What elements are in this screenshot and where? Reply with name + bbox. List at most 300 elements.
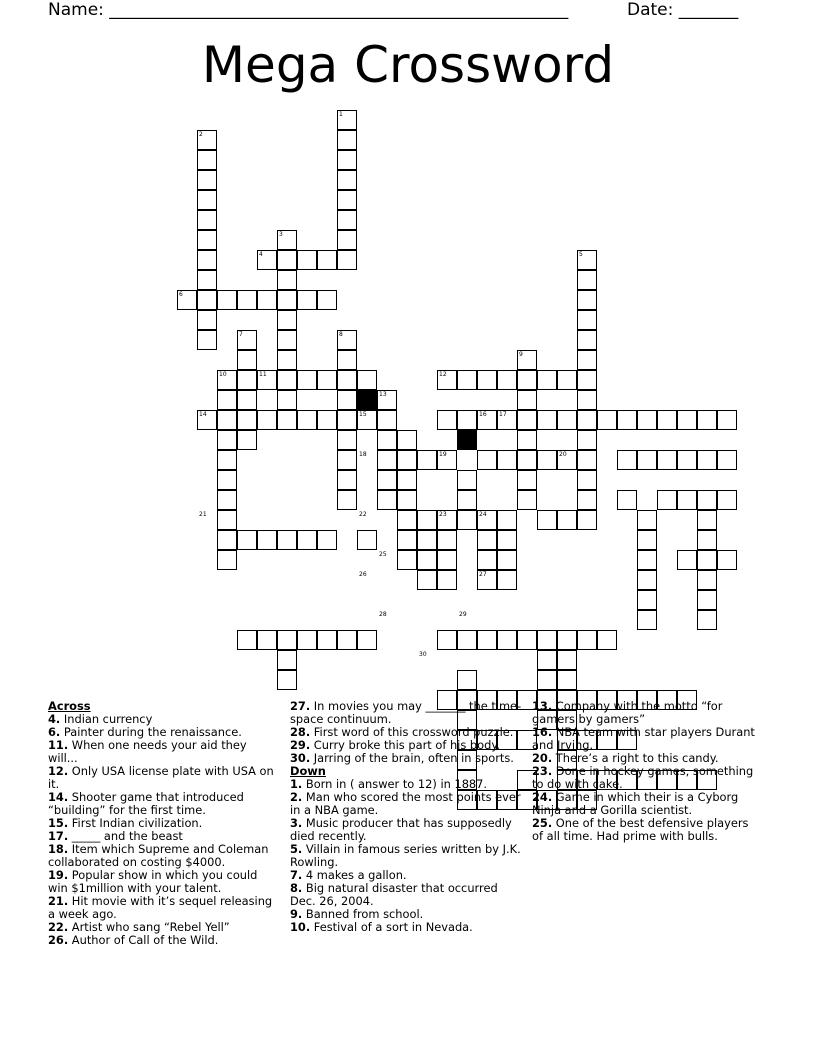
crossword-cell[interactable] bbox=[537, 510, 557, 530]
clue-number: 6. bbox=[48, 725, 61, 739]
crossword-cell[interactable] bbox=[697, 570, 717, 590]
clue-text: Indian currency bbox=[60, 712, 153, 726]
crossword-cell[interactable] bbox=[517, 490, 537, 510]
crossword-cell[interactable] bbox=[417, 510, 437, 530]
crossword-cell[interactable] bbox=[237, 410, 257, 430]
crossword-cell[interactable] bbox=[457, 370, 477, 390]
cell-number: 15 bbox=[359, 411, 367, 418]
crossword-cell[interactable] bbox=[697, 590, 717, 610]
crossword-cell[interactable] bbox=[637, 530, 657, 550]
clue-text: Jarring of the brain, often in sports. bbox=[310, 751, 514, 765]
crossword-cell[interactable] bbox=[377, 410, 397, 430]
crossword-cell[interactable] bbox=[217, 430, 237, 450]
cell-number: 22 bbox=[359, 511, 367, 518]
clue-column-2 bbox=[290, 700, 522, 934]
crossword-cell[interactable] bbox=[457, 510, 477, 530]
cell-number: 25 bbox=[379, 551, 387, 558]
crossword-cell[interactable] bbox=[337, 250, 357, 270]
crossword-cell[interactable] bbox=[277, 390, 297, 410]
clue-text: 4 makes a gallon. bbox=[302, 868, 407, 882]
crossword-cell[interactable] bbox=[317, 370, 337, 390]
cell-number: 20 bbox=[559, 451, 567, 458]
crossword-cell[interactable] bbox=[297, 630, 317, 650]
crossword-cell[interactable] bbox=[337, 470, 357, 490]
crossword-cell[interactable] bbox=[337, 150, 357, 170]
cell-number: 17 bbox=[499, 411, 507, 418]
crossword-cell[interactable] bbox=[197, 290, 217, 310]
crossword-cell[interactable] bbox=[337, 490, 357, 510]
crossword-cell[interactable] bbox=[617, 450, 637, 470]
crossword-cell[interactable] bbox=[297, 290, 317, 310]
crossword-cell[interactable] bbox=[537, 650, 557, 670]
crossword-cell[interactable] bbox=[397, 510, 417, 530]
crossword-cell[interactable] bbox=[457, 470, 477, 490]
crossword-cell[interactable] bbox=[337, 130, 357, 150]
crossword-cell[interactable] bbox=[537, 630, 557, 650]
clue-text: Man who scored the most points ever in a NBA game. bbox=[290, 790, 521, 817]
crossword-cell[interactable] bbox=[477, 450, 497, 470]
crossword-cell[interactable] bbox=[557, 410, 577, 430]
crossword-cell[interactable] bbox=[277, 330, 297, 350]
crossword-cell[interactable] bbox=[637, 610, 657, 630]
black-cell bbox=[357, 390, 377, 410]
crossword-cell[interactable] bbox=[197, 270, 217, 290]
clue-number: 10. bbox=[290, 920, 311, 934]
cell-number: 3 bbox=[279, 231, 283, 238]
clue-number: 26. bbox=[48, 933, 69, 947]
crossword-cell[interactable] bbox=[557, 670, 577, 690]
name-line: Name: ______________________________________________________ bbox=[48, 0, 569, 20]
crossword-cell[interactable] bbox=[217, 470, 237, 490]
crossword-cell[interactable] bbox=[637, 550, 657, 570]
clue-number: 3. bbox=[290, 816, 303, 830]
crossword-cell[interactable] bbox=[197, 170, 217, 190]
crossword-cell[interactable] bbox=[457, 490, 477, 510]
crossword-cell[interactable] bbox=[517, 390, 537, 410]
crossword-cell[interactable] bbox=[717, 550, 737, 570]
date-line: Date: _______ bbox=[627, 0, 739, 20]
crossword-cell[interactable] bbox=[277, 650, 297, 670]
crossword-cell[interactable] bbox=[397, 450, 417, 470]
crossword-cell[interactable] bbox=[397, 490, 417, 510]
clue-item bbox=[290, 843, 522, 869]
clue-text: Item which Supreme and Coleman collaborated on costing $4000. bbox=[48, 842, 269, 869]
clue-item bbox=[48, 843, 276, 869]
crossword-cell[interactable] bbox=[717, 490, 737, 510]
clue-item bbox=[532, 817, 760, 843]
clue-item bbox=[532, 726, 760, 752]
crossword-cell[interactable] bbox=[537, 370, 557, 390]
clue-text: Game in which their is a Cyborg Ninja and a Gorilla scientist. bbox=[532, 790, 739, 817]
crossword-cell[interactable] bbox=[497, 510, 517, 530]
crossword-cell[interactable] bbox=[337, 630, 357, 650]
clue-item bbox=[48, 895, 276, 921]
clue-text: Banned from school. bbox=[302, 907, 424, 921]
clue-text: _____ and the beast bbox=[68, 829, 183, 843]
cell-number: 6 bbox=[179, 291, 183, 298]
clue-column-3 bbox=[532, 700, 760, 843]
clue-number: 16. bbox=[532, 725, 553, 739]
cell-number: 8 bbox=[339, 331, 343, 338]
crossword-cell[interactable] bbox=[577, 290, 597, 310]
cell-number: 18 bbox=[359, 451, 367, 458]
clue-text: There’s a right to this candy. bbox=[552, 751, 719, 765]
crossword-cell[interactable] bbox=[317, 290, 337, 310]
clue-number: 12. bbox=[48, 764, 69, 778]
crossword-cell[interactable] bbox=[577, 350, 597, 370]
clue-text: Company with the motto “for gamers by gamers” bbox=[532, 699, 723, 726]
crossword-cell[interactable] bbox=[577, 390, 597, 410]
crossword-cell[interactable] bbox=[497, 530, 517, 550]
crossword-cell[interactable] bbox=[337, 350, 357, 370]
cell-number: 16 bbox=[479, 411, 487, 418]
cell-number: 27 bbox=[479, 571, 487, 578]
crossword-cell[interactable] bbox=[197, 230, 217, 250]
clue-column-1 bbox=[48, 700, 276, 947]
crossword-cell[interactable] bbox=[197, 150, 217, 170]
clue-text: Curry broke this part of his body. bbox=[310, 738, 501, 752]
crossword-cell[interactable] bbox=[497, 550, 517, 570]
crossword-cell[interactable] bbox=[277, 410, 297, 430]
crossword-cell[interactable] bbox=[577, 330, 597, 350]
crossword-cell[interactable] bbox=[437, 530, 457, 550]
crossword-cell[interactable] bbox=[437, 570, 457, 590]
crossword-cell[interactable] bbox=[717, 410, 737, 430]
clue-item bbox=[48, 791, 276, 817]
crossword-cell[interactable] bbox=[377, 490, 397, 510]
clue-number: 9. bbox=[290, 907, 303, 921]
cell-number: 24 bbox=[479, 511, 487, 518]
crossword-cell[interactable] bbox=[577, 370, 597, 390]
crossword-cell[interactable] bbox=[277, 290, 297, 310]
crossword-cell[interactable] bbox=[677, 550, 697, 570]
crossword-cell[interactable] bbox=[337, 170, 357, 190]
crossword-cell[interactable] bbox=[217, 390, 237, 410]
crossword-cell[interactable] bbox=[377, 470, 397, 490]
black-cell bbox=[457, 430, 477, 450]
crossword-cell[interactable] bbox=[197, 330, 217, 350]
clue-number: 27. bbox=[290, 699, 311, 713]
crossword-cell[interactable] bbox=[697, 410, 717, 430]
crossword-cell[interactable] bbox=[337, 210, 357, 230]
clue-number: 28. bbox=[290, 725, 311, 739]
clue-section-header: Across bbox=[48, 699, 91, 713]
crossword-cell[interactable] bbox=[517, 430, 537, 450]
crossword-cell[interactable] bbox=[257, 530, 277, 550]
clue-item bbox=[290, 882, 522, 908]
cell-number: 1 bbox=[339, 111, 343, 118]
crossword-cell[interactable] bbox=[577, 270, 597, 290]
crossword-cell[interactable] bbox=[437, 410, 457, 430]
clue-text: Music producer that has supposedly died recently. bbox=[290, 816, 512, 843]
clue-item bbox=[48, 739, 276, 765]
crossword-cell[interactable] bbox=[237, 350, 257, 370]
crossword-cell[interactable] bbox=[517, 470, 537, 490]
crossword-cell[interactable] bbox=[477, 530, 497, 550]
crossword-cell[interactable] bbox=[597, 410, 617, 430]
crossword-cell[interactable] bbox=[317, 530, 337, 550]
crossword-cell[interactable] bbox=[217, 550, 237, 570]
crossword-cell[interactable] bbox=[577, 430, 597, 450]
crossword-cell[interactable] bbox=[577, 410, 597, 430]
clue-number: 24. bbox=[532, 790, 553, 804]
clue-item bbox=[48, 765, 276, 791]
crossword-cell[interactable] bbox=[517, 630, 537, 650]
crossword-cell[interactable] bbox=[417, 570, 437, 590]
crossword-cell[interactable] bbox=[417, 530, 437, 550]
clue-number: 13. bbox=[532, 699, 553, 713]
clue-text: Hit movie with it’s sequel releasing a week ago. bbox=[48, 894, 273, 921]
crossword-cell[interactable] bbox=[337, 190, 357, 210]
crossword-cell[interactable] bbox=[257, 630, 277, 650]
clue-number: 2. bbox=[290, 790, 303, 804]
crossword-cell[interactable] bbox=[437, 550, 457, 570]
page-title: Mega Crossword bbox=[201, 36, 615, 94]
crossword-cell[interactable] bbox=[317, 410, 337, 430]
clue-text: Villain in famous series written by J.K. Rowling. bbox=[290, 842, 521, 869]
clue-number: 1. bbox=[290, 777, 303, 791]
crossword-cell[interactable] bbox=[557, 650, 577, 670]
cell-number: 12 bbox=[439, 371, 447, 378]
crossword-cell[interactable] bbox=[537, 670, 557, 690]
cell-number: 5 bbox=[579, 251, 583, 258]
clue-text: Big natural disaster that occurred Dec. 26, 2004. bbox=[290, 881, 498, 908]
clue-item bbox=[48, 869, 276, 895]
clue-text: Painter during the renaissance. bbox=[60, 725, 242, 739]
crossword-cell[interactable] bbox=[557, 510, 577, 530]
clue-text: Artist who sang “Rebel Yell” bbox=[68, 920, 230, 934]
crossword-cell[interactable] bbox=[237, 430, 257, 450]
crossword-cell[interactable] bbox=[197, 190, 217, 210]
crossword-cell[interactable] bbox=[517, 450, 537, 470]
clue-item bbox=[290, 700, 522, 726]
crossword-cell[interactable] bbox=[577, 310, 597, 330]
clue-number: 17. bbox=[48, 829, 69, 843]
crossword-cell[interactable] bbox=[237, 390, 257, 410]
crossword-cell[interactable] bbox=[337, 390, 357, 410]
crossword-cell[interactable] bbox=[277, 250, 297, 270]
clue-number: 30. bbox=[290, 751, 311, 765]
cell-number: 13 bbox=[379, 391, 387, 398]
crossword-cell[interactable] bbox=[457, 410, 477, 430]
crossword-cell[interactable] bbox=[617, 410, 637, 430]
crossword-cell[interactable] bbox=[577, 490, 597, 510]
crossword-cell[interactable] bbox=[637, 410, 657, 430]
cell-number: 14 bbox=[199, 411, 207, 418]
clue-item bbox=[532, 791, 760, 817]
crossword-cell[interactable] bbox=[217, 510, 237, 530]
cell-number: 28 bbox=[379, 611, 387, 618]
crossword-cell[interactable] bbox=[337, 230, 357, 250]
crossword-cell[interactable] bbox=[377, 450, 397, 470]
crossword-cell[interactable] bbox=[297, 530, 317, 550]
crossword-cell[interactable] bbox=[357, 630, 377, 650]
cell-number: 23 bbox=[439, 511, 447, 518]
crossword-cell[interactable] bbox=[417, 550, 437, 570]
crossword-cell[interactable] bbox=[577, 510, 597, 530]
crossword-cell[interactable] bbox=[357, 370, 377, 390]
crossword-cell[interactable] bbox=[297, 410, 317, 430]
clue-number: 11. bbox=[48, 738, 69, 752]
crossword-cell[interactable] bbox=[337, 370, 357, 390]
crossword-cell[interactable] bbox=[217, 490, 237, 510]
clue-number: 15. bbox=[48, 816, 69, 830]
crossword-cell[interactable] bbox=[657, 490, 677, 510]
crossword-cell[interactable] bbox=[277, 630, 297, 650]
clue-number: 20. bbox=[532, 751, 553, 765]
crossword-cell[interactable] bbox=[617, 490, 637, 510]
crossword-cell[interactable] bbox=[557, 370, 577, 390]
crossword-cell[interactable] bbox=[677, 410, 697, 430]
crossword-cell[interactable] bbox=[477, 550, 497, 570]
crossword-cell[interactable] bbox=[277, 670, 297, 690]
crossword-cell[interactable] bbox=[277, 270, 297, 290]
crossword-cell[interactable] bbox=[257, 410, 277, 430]
crossword-cell[interactable] bbox=[537, 450, 557, 470]
cell-number: 26 bbox=[359, 571, 367, 578]
crossword-cell[interactable] bbox=[217, 450, 237, 470]
crossword-cell[interactable] bbox=[477, 630, 497, 650]
crossword-cell[interactable] bbox=[497, 370, 517, 390]
clue-number: 7. bbox=[290, 868, 303, 882]
cell-number: 9 bbox=[519, 351, 523, 358]
clue-text: Popular show in which you could win $1million with your talent. bbox=[48, 868, 258, 895]
crossword-cell[interactable] bbox=[637, 570, 657, 590]
clue-text: Festival of a sort in Nevada. bbox=[310, 920, 473, 934]
clue-text: Done in hockey games, something to do with cake. bbox=[532, 764, 754, 791]
crossword-cell[interactable] bbox=[417, 450, 437, 470]
crossword-cell[interactable] bbox=[597, 630, 617, 650]
crossword-cell[interactable] bbox=[337, 430, 357, 450]
crossword-cell[interactable] bbox=[677, 490, 697, 510]
crossword-cell[interactable] bbox=[457, 670, 477, 690]
crossword-cell[interactable] bbox=[197, 310, 217, 330]
crossword-cell[interactable] bbox=[497, 630, 517, 650]
crossword-cell[interactable] bbox=[697, 530, 717, 550]
crossword-cell[interactable] bbox=[577, 470, 597, 490]
crossword-cell[interactable] bbox=[337, 410, 357, 430]
crossword-cell[interactable] bbox=[217, 530, 237, 550]
crossword-cell[interactable] bbox=[237, 370, 257, 390]
crossword-cell[interactable] bbox=[517, 410, 537, 430]
clue-text: One of the best defensive players of all time. Had prime with bulls. bbox=[532, 816, 749, 843]
clue-text: In movies you may _______ the time-space continuum. bbox=[290, 699, 522, 726]
crossword-cell[interactable] bbox=[197, 210, 217, 230]
clue-number: 23. bbox=[532, 764, 553, 778]
crossword-cell[interactable] bbox=[337, 450, 357, 470]
crossword-cell[interactable] bbox=[497, 450, 517, 470]
crossword-cell[interactable] bbox=[217, 410, 237, 430]
clue-number: 25. bbox=[532, 816, 553, 830]
crossword-cell[interactable] bbox=[517, 370, 537, 390]
crossword-cell[interactable] bbox=[397, 530, 417, 550]
cell-number: 4 bbox=[259, 251, 263, 258]
clue-number: 22. bbox=[48, 920, 69, 934]
clue-number: 8. bbox=[290, 881, 303, 895]
clue-text: First Indian civilization. bbox=[68, 816, 203, 830]
crossword-cell[interactable] bbox=[257, 290, 277, 310]
crossword-cell[interactable] bbox=[657, 410, 677, 430]
crossword-cell[interactable] bbox=[237, 630, 257, 650]
clue-number: 5. bbox=[290, 842, 303, 856]
clue-item bbox=[48, 934, 276, 947]
crossword-cell[interactable] bbox=[697, 550, 717, 570]
clue-number: 29. bbox=[290, 738, 311, 752]
crossword-cell[interactable] bbox=[237, 290, 257, 310]
crossword-cell[interactable] bbox=[397, 470, 417, 490]
clue-text: Only USA license plate with USA on it. bbox=[48, 764, 274, 791]
cell-number: 11 bbox=[259, 371, 267, 378]
crossword-cell[interactable] bbox=[677, 450, 697, 470]
clue-text: NBA team with star players Durant and Irving. bbox=[532, 725, 755, 752]
crossword-cell[interactable] bbox=[657, 450, 677, 470]
crossword-cell[interactable] bbox=[697, 490, 717, 510]
clue-item bbox=[290, 791, 522, 817]
crossword-cell[interactable] bbox=[297, 250, 317, 270]
crossword-cell[interactable] bbox=[277, 310, 297, 330]
clue-item bbox=[290, 921, 522, 934]
crossword-cell[interactable] bbox=[537, 410, 557, 430]
crossword-cell[interactable] bbox=[237, 530, 257, 550]
crossword-cell[interactable] bbox=[437, 630, 457, 650]
crossword-cell[interactable] bbox=[397, 550, 417, 570]
crossword-cell[interactable] bbox=[297, 370, 317, 390]
crossword-cell[interactable] bbox=[577, 450, 597, 470]
crossword-cell[interactable] bbox=[497, 570, 517, 590]
crossword-cell[interactable] bbox=[577, 630, 597, 650]
clue-item bbox=[290, 817, 522, 843]
crossword-cell[interactable] bbox=[397, 430, 417, 450]
crossword-cell[interactable] bbox=[377, 430, 397, 450]
crossword-cell[interactable] bbox=[317, 630, 337, 650]
clue-text: When one needs your aid they will... bbox=[48, 738, 247, 765]
crossword-cell[interactable] bbox=[697, 450, 717, 470]
clue-number: 4. bbox=[48, 712, 61, 726]
clue-number: 21. bbox=[48, 894, 69, 908]
crossword-cell[interactable] bbox=[477, 370, 497, 390]
crossword-cell[interactable] bbox=[697, 610, 717, 630]
crossword-cell[interactable] bbox=[277, 350, 297, 370]
crossword-cell[interactable] bbox=[557, 630, 577, 650]
clue-item bbox=[532, 700, 760, 726]
crossword-cell[interactable] bbox=[637, 450, 657, 470]
cell-number: 7 bbox=[239, 331, 243, 338]
crossword-cell[interactable] bbox=[637, 590, 657, 610]
clue-item bbox=[532, 765, 760, 791]
clue-number: 19. bbox=[48, 868, 69, 882]
clue-number: 14. bbox=[48, 790, 69, 804]
crossword-cell[interactable] bbox=[457, 630, 477, 650]
crossword-cell[interactable] bbox=[717, 450, 737, 470]
clue-section-header: Down bbox=[290, 764, 326, 778]
crossword-cell[interactable] bbox=[217, 290, 237, 310]
clue-text: First word of this crossword puzzle. bbox=[310, 725, 514, 739]
clue-text: Shooter game that introduced “building” for the first time. bbox=[48, 790, 244, 817]
crossword-cell[interactable] bbox=[277, 530, 297, 550]
crossword-cell[interactable] bbox=[277, 370, 297, 390]
cell-number: 29 bbox=[459, 611, 467, 618]
cell-number: 2 bbox=[199, 131, 203, 138]
cell-number: 10 bbox=[219, 371, 227, 378]
clue-text: Author of Call of the Wild. bbox=[68, 933, 219, 947]
crossword-cell[interactable] bbox=[197, 250, 217, 270]
crossword-cell[interactable] bbox=[637, 510, 657, 530]
crossword-cell[interactable] bbox=[357, 530, 377, 550]
crossword-cell[interactable] bbox=[317, 250, 337, 270]
cell-number: 19 bbox=[439, 451, 447, 458]
crossword-cell[interactable] bbox=[697, 510, 717, 530]
clue-text: Born in ( answer to 12) in 1887. bbox=[302, 777, 488, 791]
